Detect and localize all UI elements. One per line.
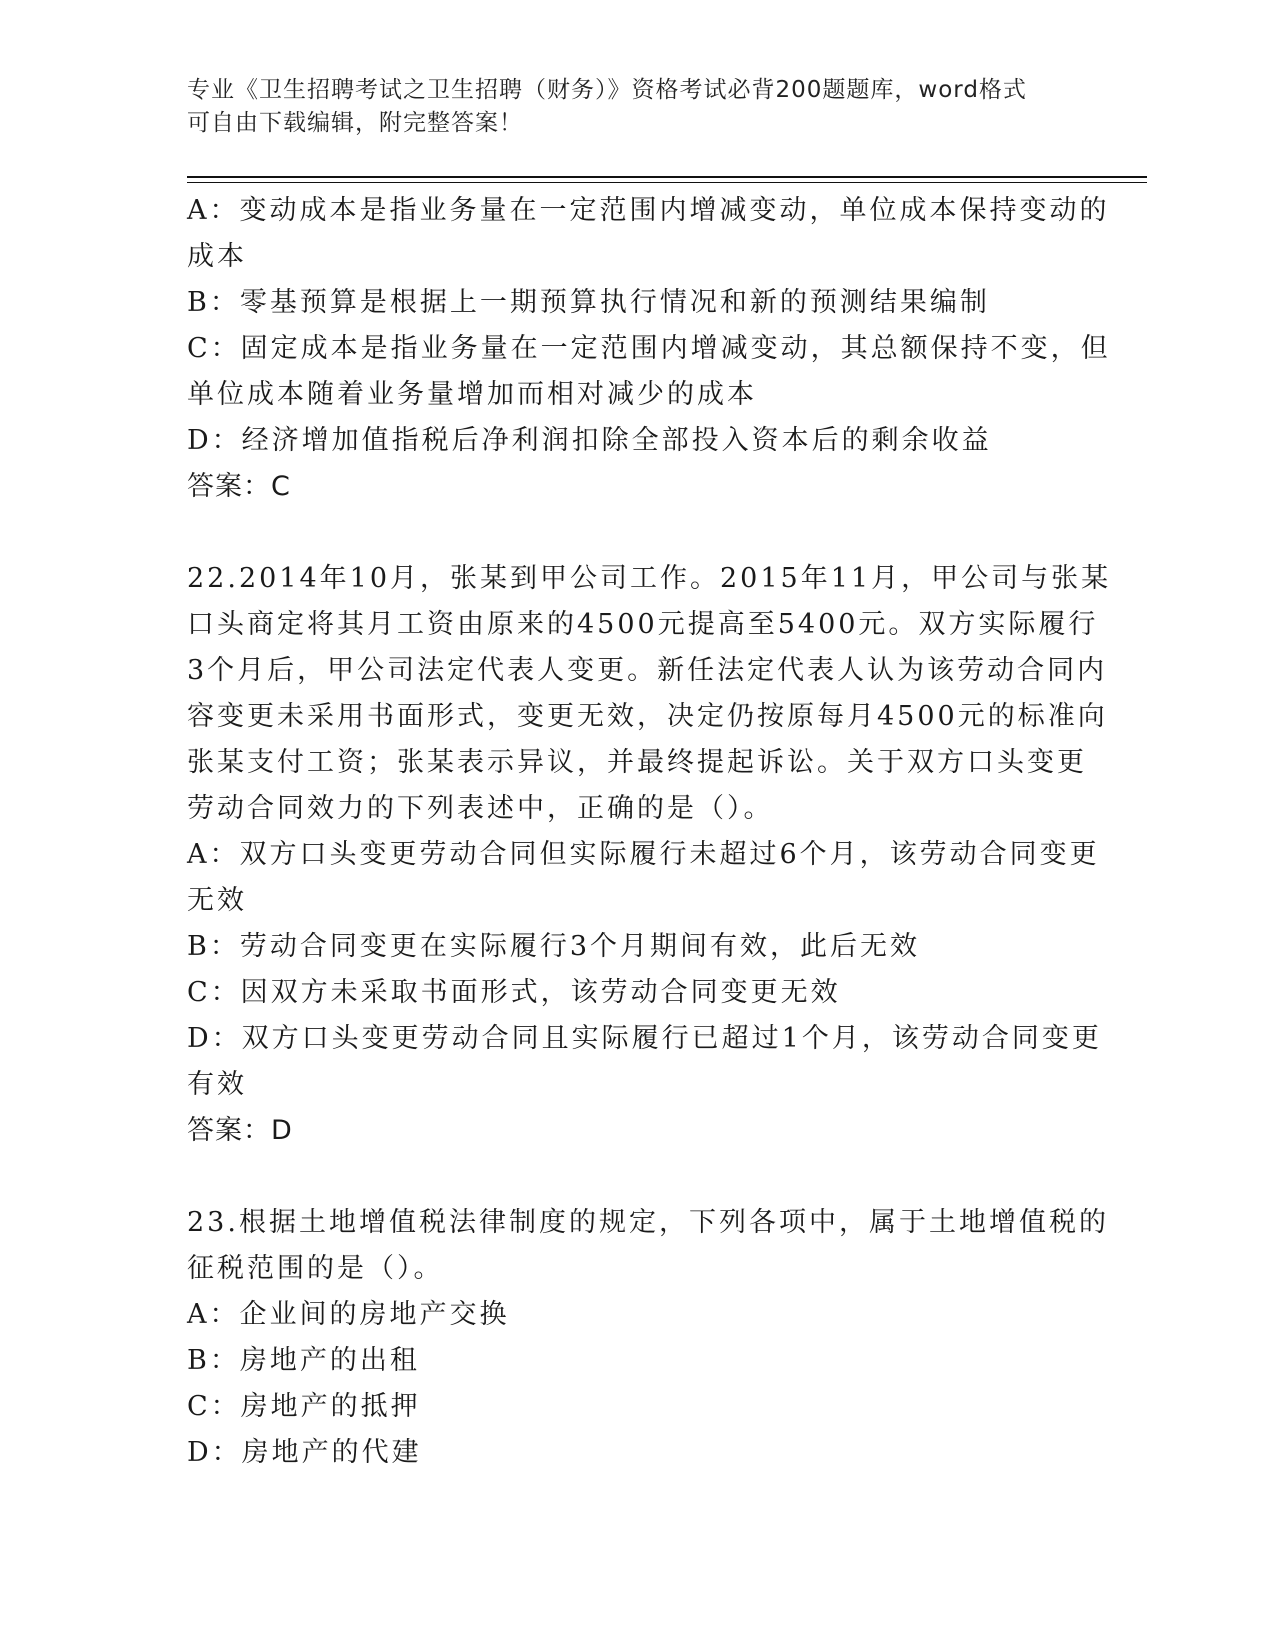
- header-line-1: 专业《卫生招聘考试之卫生招聘（财务）》资格考试必背200题题库，word格式: [187, 77, 1027, 103]
- option-c-line-1: C：因双方未采取书面形式，该劳动合同变更无效: [187, 977, 841, 1008]
- option-a-line-1: A：变动成本是指业务量在一定范围内增减变动，单位成本保持变动的: [187, 195, 1110, 226]
- option-a-line-1: A：双方口头变更劳动合同但实际履行未超过6个月，该劳动合同变更: [187, 839, 1100, 870]
- answer-22: 答案：D: [187, 1115, 293, 1146]
- question-22-stem-line-3: 3个月后，甲公司法定代表人变更。新任法定代表人认为该劳动合同内: [187, 655, 1108, 686]
- spacer: [187, 510, 1087, 556]
- option-c-line-1: C：房地产的抵押: [187, 1391, 421, 1422]
- option-c-line-2: 单位成本随着业务量增加而相对减少的成本: [187, 379, 757, 410]
- question-23: [187, 1200, 1109, 1476]
- question-23-stem-line-1: 23.根据土地增值税法律制度的规定，下列各项中，属于土地增值税的: [187, 1207, 1109, 1238]
- option-b-line-1: B：零基预算是根据上一期预算执行情况和新的预测结果编制: [187, 287, 990, 318]
- spacer: [187, 1154, 1087, 1200]
- document-header: [187, 74, 1067, 140]
- option-d-line-1: D：房地产的代建: [187, 1437, 422, 1468]
- option-a-line-2: 无效: [187, 885, 247, 916]
- question-22-stem-line-2: 口头商定将其月工资由原来的4500元提高至5400元。双方实际履行: [187, 609, 1099, 640]
- option-a-line-1: A：企业间的房地产交换: [187, 1299, 510, 1330]
- option-d-line-1: D：双方口头变更劳动合同且实际履行已超过1个月，该劳动合同变更: [187, 1023, 1102, 1054]
- option-d-line-1: D：经济增加值指税后净利润扣除全部投入资本后的剩余收益: [187, 425, 992, 456]
- question-22-stem-line-5: 张某支付工资；张某表示异议，并最终提起诉讼。关于双方口头变更: [187, 747, 1087, 778]
- header-line-2: 可自由下载编辑，附完整答案！: [187, 110, 523, 136]
- header-divider-thin: [187, 182, 1147, 183]
- option-b-line-1: B：劳动合同变更在实际履行3个月期间有效，此后无效: [187, 931, 921, 962]
- option-c-line-1: C：固定成本是指业务量在一定范围内增减变动，其总额保持不变，但: [187, 333, 1111, 364]
- option-b-line-1: B：房地产的出租: [187, 1345, 420, 1376]
- question-22-stem-line-6: 劳动合同效力的下列表述中，正确的是（）。: [187, 793, 774, 824]
- option-a-line-2: 成本: [187, 241, 247, 272]
- question-22-stem-line-1: 22.2014年10月，张某到甲公司工作。2015年11月，甲公司与张某: [187, 563, 1112, 594]
- option-d-line-2: 有效: [187, 1069, 247, 1100]
- question-22-stem-line-4: 容变更未采用书面形式，变更无效，决定仍按原每月4500元的标准向: [187, 701, 1108, 732]
- question-21: [187, 188, 1111, 510]
- document-body: [187, 188, 1112, 1476]
- answer-21: 答案：C: [187, 471, 291, 502]
- header-divider-thick: [187, 176, 1147, 178]
- question-23-stem-line-2: 征税范围的是（）。: [187, 1253, 444, 1284]
- question-22: [187, 556, 1112, 1154]
